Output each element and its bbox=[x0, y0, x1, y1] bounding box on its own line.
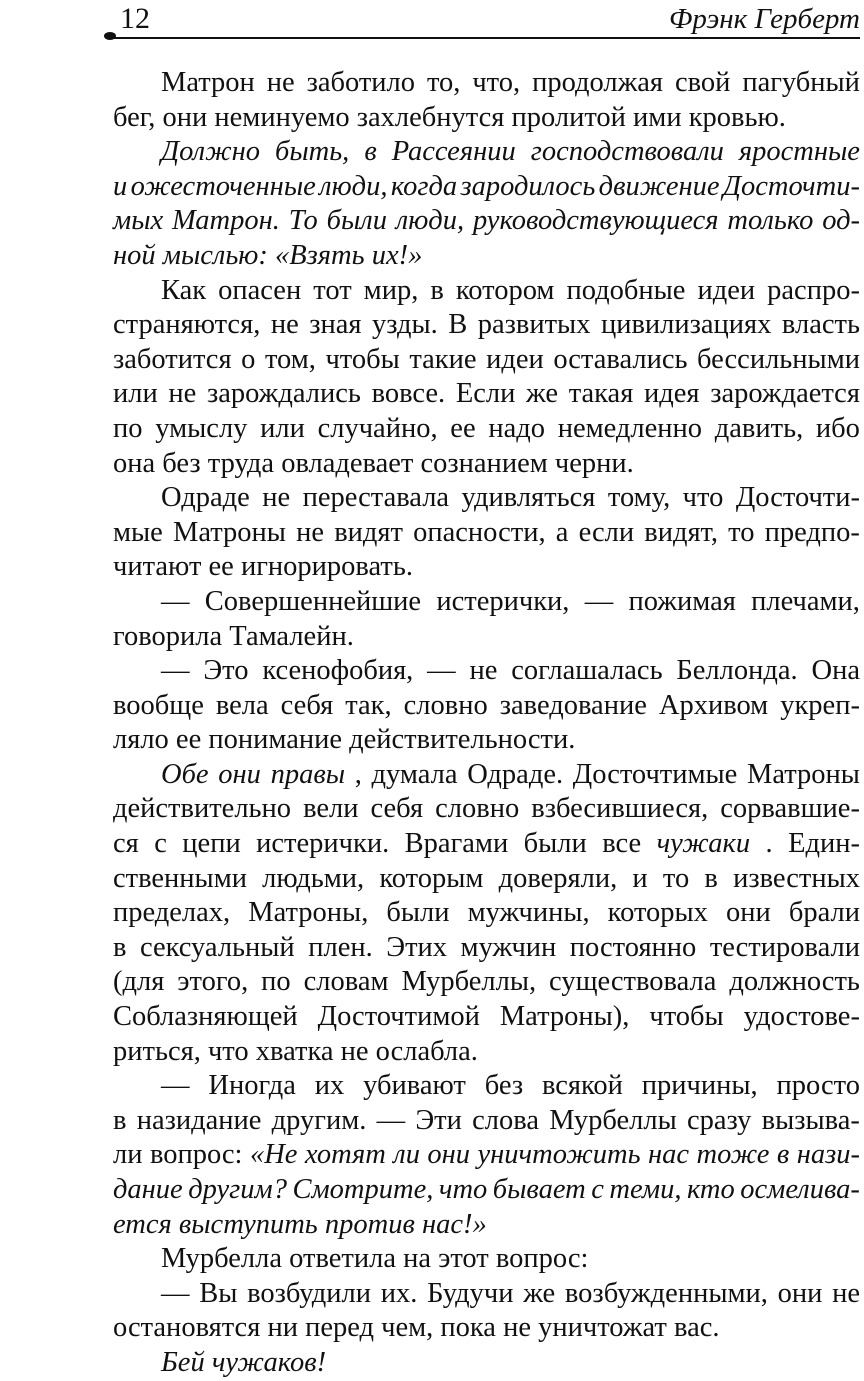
text-run: причины, bbox=[641, 1070, 758, 1102]
text-run: возбужденными, bbox=[564, 1277, 768, 1309]
text-run: другим. bbox=[271, 1104, 367, 1136]
text-run: бессильными bbox=[697, 343, 860, 375]
text-run: цивилизациях bbox=[600, 309, 772, 341]
text-run: Она bbox=[811, 655, 860, 687]
italic-text-run: Досточти- bbox=[722, 170, 860, 202]
italic-text-run: теми, bbox=[609, 1174, 682, 1205]
text-run: Мурбеллы bbox=[549, 1104, 677, 1136]
paragraph bbox=[113, 758, 860, 1069]
text-run: были bbox=[386, 897, 450, 929]
italic-text-run: ли bbox=[393, 1139, 420, 1171]
text-run: пагубный bbox=[742, 67, 860, 98]
text-run: немедленно bbox=[557, 412, 703, 444]
text-run: о bbox=[241, 343, 256, 375]
text-run: вопрос: bbox=[149, 1139, 243, 1171]
text-run: убивают bbox=[363, 1070, 466, 1102]
text-run: же bbox=[526, 378, 559, 410]
text-run: оставались bbox=[553, 343, 688, 375]
text-run: идеи bbox=[697, 274, 756, 306]
text-run: не bbox=[469, 655, 498, 687]
text-run: предпо- bbox=[764, 516, 860, 548]
text-run: не bbox=[262, 482, 291, 514]
text-run: словно bbox=[435, 793, 520, 825]
text-run: — bbox=[584, 585, 614, 617]
italic-text-run: ожесточенные bbox=[130, 170, 316, 202]
text-run: без bbox=[484, 1070, 524, 1102]
running-head-author: Фрэнк Герберт bbox=[669, 3, 860, 35]
text-run: заведование bbox=[499, 689, 647, 721]
text-run: такие bbox=[409, 343, 477, 375]
text-run: тому, bbox=[607, 482, 671, 514]
text-run: известных bbox=[733, 862, 860, 894]
text-run: — bbox=[376, 1104, 406, 1136]
italic-text-run: когда bbox=[390, 170, 458, 202]
text-line bbox=[113, 758, 860, 793]
text-run: ся bbox=[113, 828, 139, 860]
text-run: ственными bbox=[113, 862, 247, 894]
italic-text-run: зародилось bbox=[460, 170, 596, 202]
text-run: то bbox=[662, 862, 690, 894]
text-run: сразу bbox=[686, 1104, 752, 1136]
italic-text-run: были bbox=[326, 205, 387, 237]
text-line bbox=[113, 1173, 860, 1208]
text-run: Эти bbox=[415, 1104, 462, 1136]
text-run: по bbox=[261, 966, 291, 998]
text-run: в bbox=[704, 862, 718, 894]
text-run: видят, bbox=[644, 516, 718, 548]
italic-text-run: осмелива- bbox=[740, 1174, 860, 1205]
italic-text-run: ется выступить против нас!» bbox=[113, 1208, 487, 1240]
text-run: не bbox=[296, 516, 325, 548]
italic-text-run: Бей чужаков! bbox=[161, 1346, 327, 1378]
text-run: . bbox=[765, 828, 773, 860]
text-run: не bbox=[270, 309, 299, 341]
text-line bbox=[113, 1138, 860, 1173]
text-run: Мурбеллы, bbox=[401, 966, 537, 998]
text-run: — bbox=[161, 655, 190, 687]
text-run: по bbox=[113, 412, 143, 444]
text-run: заботило bbox=[306, 67, 416, 98]
text-line bbox=[113, 101, 860, 136]
italic-text-run: Должно bbox=[161, 136, 260, 168]
text-run: идея bbox=[644, 378, 700, 410]
text-run: переставала bbox=[302, 482, 450, 514]
text-run: постоянно bbox=[569, 931, 697, 963]
text-line bbox=[113, 827, 860, 862]
italic-text-run: господствовали bbox=[530, 136, 724, 168]
text-run: узды. bbox=[371, 309, 438, 341]
text-run: существовала bbox=[549, 966, 717, 998]
text-line bbox=[113, 654, 860, 689]
paragraph bbox=[113, 1346, 860, 1381]
text-run: все bbox=[602, 828, 642, 860]
text-run: Мурбелла ответила на этот вопрос: bbox=[161, 1243, 589, 1275]
italic-text-run: кто bbox=[686, 1174, 735, 1205]
italic-text-run: «Не bbox=[249, 1139, 298, 1171]
text-run: ли bbox=[113, 1139, 143, 1171]
italic-text-run: Рассеянии bbox=[391, 136, 516, 168]
text-run: Архивом bbox=[658, 689, 769, 721]
text-run: Совершеннейшие bbox=[204, 585, 422, 617]
text-run: Един- bbox=[788, 828, 860, 860]
text-run: их. bbox=[380, 1277, 418, 1309]
text-run: вызыва- bbox=[761, 1104, 860, 1136]
text-run: заботится bbox=[113, 343, 232, 375]
text-run: говорила Тамалейн. bbox=[113, 620, 354, 652]
italic-text-run: нас bbox=[648, 1139, 690, 1171]
text-run: слова bbox=[472, 1104, 539, 1136]
text-line bbox=[113, 274, 860, 309]
text-run: — bbox=[161, 1070, 190, 1102]
text-run: Матроны bbox=[173, 516, 286, 548]
text-line bbox=[113, 516, 860, 551]
text-line bbox=[113, 135, 860, 170]
paragraph bbox=[113, 135, 860, 273]
text-run: возбудили bbox=[247, 1277, 371, 1309]
paragraph bbox=[113, 66, 860, 135]
text-run: Матроны, bbox=[248, 897, 369, 929]
text-run: том, bbox=[264, 343, 316, 375]
text-run: не bbox=[168, 378, 197, 410]
text-line bbox=[113, 550, 860, 585]
text-run: читают ее игнорировать. bbox=[113, 551, 413, 583]
paragraph bbox=[113, 654, 860, 758]
text-run: или bbox=[113, 378, 158, 410]
page-header bbox=[110, 0, 860, 40]
italic-text-run: То bbox=[288, 205, 318, 237]
text-run: людьми, bbox=[262, 862, 365, 894]
italic-text-run: с bbox=[591, 1174, 604, 1205]
text-run: — bbox=[161, 585, 190, 617]
text-line bbox=[113, 239, 860, 274]
text-run: думала bbox=[371, 758, 458, 790]
text-run: действительно bbox=[113, 793, 292, 825]
italic-text-run: дание bbox=[113, 1174, 183, 1205]
italic-text-run: что bbox=[438, 1174, 488, 1205]
italic-text-run: другим? bbox=[188, 1174, 287, 1205]
page-number: 12 bbox=[120, 2, 150, 35]
text-line bbox=[113, 412, 860, 447]
text-line bbox=[113, 723, 860, 758]
text-line bbox=[113, 481, 860, 516]
text-run: удивляться bbox=[461, 482, 596, 514]
text-run: продолжая bbox=[532, 67, 664, 98]
text-line bbox=[113, 447, 860, 482]
italic-text-run: Смотрите, bbox=[292, 1174, 434, 1205]
text-run: с bbox=[154, 828, 167, 860]
text-run: котором bbox=[455, 274, 555, 306]
text-run: ее bbox=[450, 412, 476, 444]
text-run: Вы bbox=[199, 1277, 238, 1309]
text-run: Соблазняющей bbox=[113, 1001, 298, 1033]
text-run: всякой bbox=[541, 1070, 623, 1102]
paragraph bbox=[113, 481, 860, 585]
text-run: — bbox=[161, 1277, 190, 1309]
text-run: если bbox=[578, 516, 635, 548]
text-run: Матроны), bbox=[499, 1001, 630, 1033]
text-run: в bbox=[113, 931, 127, 963]
text-line bbox=[113, 862, 860, 897]
text-run: опасен bbox=[218, 274, 302, 306]
body-text bbox=[113, 66, 860, 1381]
text-run: Матрон bbox=[161, 67, 255, 98]
text-line bbox=[113, 1346, 860, 1381]
text-run: плечами, bbox=[751, 585, 860, 617]
italic-text-run: только bbox=[727, 205, 814, 237]
text-run: пределах, bbox=[113, 897, 231, 929]
text-run: мые bbox=[113, 516, 163, 548]
text-run: и bbox=[632, 862, 648, 894]
text-run: чтобы bbox=[325, 343, 400, 375]
text-run: бег, они неминуемо захлебнутся пролитой ими кровью. bbox=[113, 101, 786, 133]
text-run: вели bbox=[303, 793, 359, 825]
text-run: зарождается bbox=[710, 378, 860, 410]
text-run: такая bbox=[568, 378, 634, 410]
italic-text-run: и bbox=[113, 170, 128, 202]
text-run: Одраде. bbox=[467, 758, 564, 790]
header-rule bbox=[110, 37, 860, 39]
text-run: чтобы bbox=[649, 1001, 724, 1033]
text-run: то bbox=[728, 516, 755, 548]
italic-text-run: Обе bbox=[161, 758, 209, 790]
text-run: Матроны bbox=[747, 758, 860, 790]
text-run: тестировали bbox=[709, 931, 860, 963]
text-run: развитых bbox=[477, 309, 591, 341]
text-run: взбесившиеся, bbox=[531, 793, 709, 825]
text-run: соглашалась bbox=[511, 655, 663, 687]
text-line bbox=[113, 308, 860, 343]
text-run: ксенофобия, bbox=[262, 655, 414, 687]
text-run: риться, что хватка не ослабла. bbox=[113, 1035, 478, 1067]
paragraph bbox=[113, 1242, 860, 1277]
text-line bbox=[113, 204, 860, 239]
text-run: словам bbox=[303, 966, 389, 998]
text-line bbox=[113, 1208, 860, 1243]
text-run: Как bbox=[161, 274, 207, 306]
italic-text-run: они bbox=[218, 758, 261, 790]
italic-text-run: движение bbox=[598, 170, 720, 202]
paragraph bbox=[113, 1069, 860, 1242]
text-run: просто bbox=[776, 1070, 860, 1102]
text-run: Досточтимой bbox=[317, 1001, 480, 1033]
text-run: себя bbox=[370, 793, 424, 825]
text-run: зарождались bbox=[206, 378, 361, 410]
text-run: Иногда bbox=[208, 1070, 296, 1102]
italic-text-run: люди, bbox=[395, 205, 465, 237]
text-run: в bbox=[430, 274, 444, 306]
text-run: которым bbox=[379, 862, 484, 894]
text-run: этого, bbox=[177, 966, 249, 998]
text-run: надо bbox=[488, 412, 545, 444]
italic-text-run: бывает bbox=[492, 1174, 586, 1205]
text-line bbox=[113, 689, 860, 724]
text-run: истерички. bbox=[256, 828, 390, 860]
text-line bbox=[113, 66, 860, 101]
text-run: Одраде bbox=[161, 482, 250, 514]
text-run: давить, bbox=[714, 412, 804, 444]
text-line bbox=[113, 343, 860, 378]
text-run: были bbox=[523, 828, 587, 860]
italic-text-run: чужаки bbox=[656, 828, 751, 860]
italic-text-run: они bbox=[427, 1139, 471, 1171]
text-line bbox=[113, 585, 860, 620]
text-run: подобные bbox=[566, 274, 686, 306]
italic-text-run: правы bbox=[270, 758, 346, 790]
text-run: они bbox=[777, 1277, 823, 1309]
text-run: (для bbox=[113, 966, 165, 998]
text-run: вела bbox=[215, 689, 269, 721]
text-line bbox=[113, 1242, 860, 1277]
text-line bbox=[113, 965, 860, 1000]
text-line bbox=[113, 1035, 860, 1070]
text-run: в bbox=[113, 1104, 127, 1136]
text-run: или bbox=[260, 412, 305, 444]
text-run: пожимая bbox=[628, 585, 736, 617]
text-run: цепи bbox=[182, 828, 241, 860]
text-run: которых bbox=[607, 897, 708, 929]
text-run: словно bbox=[403, 689, 488, 721]
text-run: В bbox=[448, 309, 468, 341]
text-run: брали bbox=[788, 897, 860, 929]
text-run: а bbox=[555, 516, 569, 548]
text-line bbox=[113, 1000, 860, 1035]
italic-text-run: нази- bbox=[796, 1139, 860, 1171]
text-run: Будучи bbox=[427, 1277, 514, 1309]
text-run: Это bbox=[203, 655, 249, 687]
text-run: что bbox=[682, 482, 724, 514]
text-run: опасности, bbox=[413, 516, 546, 548]
text-run: вовсе. bbox=[371, 378, 446, 410]
text-run: вообще bbox=[113, 689, 204, 721]
text-run: мужчины, bbox=[467, 897, 590, 929]
text-run: плен. bbox=[308, 931, 373, 963]
text-run: сорвавшие- bbox=[720, 793, 860, 825]
text-run: истерички, bbox=[436, 585, 570, 617]
text-run: Если bbox=[455, 378, 516, 410]
text-run: тот bbox=[313, 274, 352, 306]
text-run: Беллонда. bbox=[676, 655, 798, 687]
italic-text-run: яростные bbox=[738, 136, 860, 168]
text-run: их bbox=[314, 1070, 345, 1102]
text-run: сексуальный bbox=[139, 931, 295, 963]
text-run: не bbox=[266, 67, 295, 98]
text-line bbox=[113, 170, 860, 205]
text-run: остановятся ни перед чем, пока не уничтожат вас. bbox=[113, 1312, 720, 1344]
text-run: Досточтимые bbox=[572, 758, 738, 790]
text-line bbox=[113, 1069, 860, 1104]
text-line bbox=[113, 1104, 860, 1139]
italic-text-run: Матрон. bbox=[171, 205, 280, 237]
text-run: страняются, bbox=[113, 309, 261, 341]
text-line bbox=[113, 931, 860, 966]
text-run: мужчин bbox=[460, 931, 557, 963]
text-run: что, bbox=[472, 67, 521, 98]
text-run: укреп- bbox=[780, 689, 860, 721]
text-run: свой bbox=[674, 67, 731, 98]
text-run: распро- bbox=[767, 274, 860, 306]
text-run: видят bbox=[334, 516, 403, 548]
text-run: власть bbox=[781, 309, 860, 341]
text-run: они bbox=[726, 897, 771, 929]
text-line bbox=[113, 1311, 860, 1346]
paragraph bbox=[113, 585, 860, 654]
text-run: она без труда овладевает сознанием черни. bbox=[113, 447, 634, 479]
italic-text-run: люди, bbox=[319, 170, 388, 202]
text-run: идеи bbox=[486, 343, 544, 375]
italic-text-run: мых bbox=[113, 205, 164, 237]
text-run: умыслу bbox=[155, 412, 248, 444]
text-run: Врагами bbox=[404, 828, 509, 860]
text-line bbox=[113, 377, 860, 412]
text-line bbox=[113, 1277, 860, 1312]
italic-text-run: в bbox=[776, 1139, 790, 1171]
text-run: доверяли, bbox=[498, 862, 618, 894]
text-line bbox=[113, 620, 860, 655]
italic-text-run: быть, bbox=[275, 136, 350, 168]
text-run: зная bbox=[309, 309, 362, 341]
text-run: то, bbox=[426, 67, 461, 98]
italic-text-run: од- bbox=[822, 205, 860, 237]
italic-text-run: ной мыслью: «Взять их!» bbox=[113, 239, 423, 271]
text-line bbox=[113, 792, 860, 827]
text-run: мир, bbox=[363, 274, 419, 306]
text-run: назидание bbox=[136, 1104, 262, 1136]
italic-text-run: тоже bbox=[696, 1139, 770, 1171]
text-run: Этих bbox=[386, 931, 448, 963]
text-line bbox=[113, 896, 860, 931]
italic-text-run: уничтожить bbox=[477, 1139, 641, 1171]
text-run: же bbox=[523, 1277, 556, 1309]
paragraph bbox=[113, 274, 860, 482]
italic-text-run: в bbox=[364, 136, 377, 168]
text-run: не bbox=[832, 1277, 860, 1309]
text-run: себя bbox=[280, 689, 334, 721]
text-run: Досточти- bbox=[735, 482, 860, 514]
text-run: должность bbox=[729, 966, 860, 998]
text-run: случайно, bbox=[317, 412, 438, 444]
italic-text-run: хотят bbox=[304, 1139, 386, 1171]
text-run: удостове- bbox=[743, 1001, 860, 1033]
text-run: ляло ее понимание действительности. bbox=[113, 724, 576, 756]
text-run: — bbox=[427, 655, 456, 687]
header-rule-ornament bbox=[104, 32, 116, 40]
italic-text-run: руководствующиеся bbox=[472, 205, 719, 237]
text-run: , bbox=[354, 758, 362, 790]
text-run: ибо bbox=[815, 412, 860, 444]
text-run: так, bbox=[345, 689, 392, 721]
